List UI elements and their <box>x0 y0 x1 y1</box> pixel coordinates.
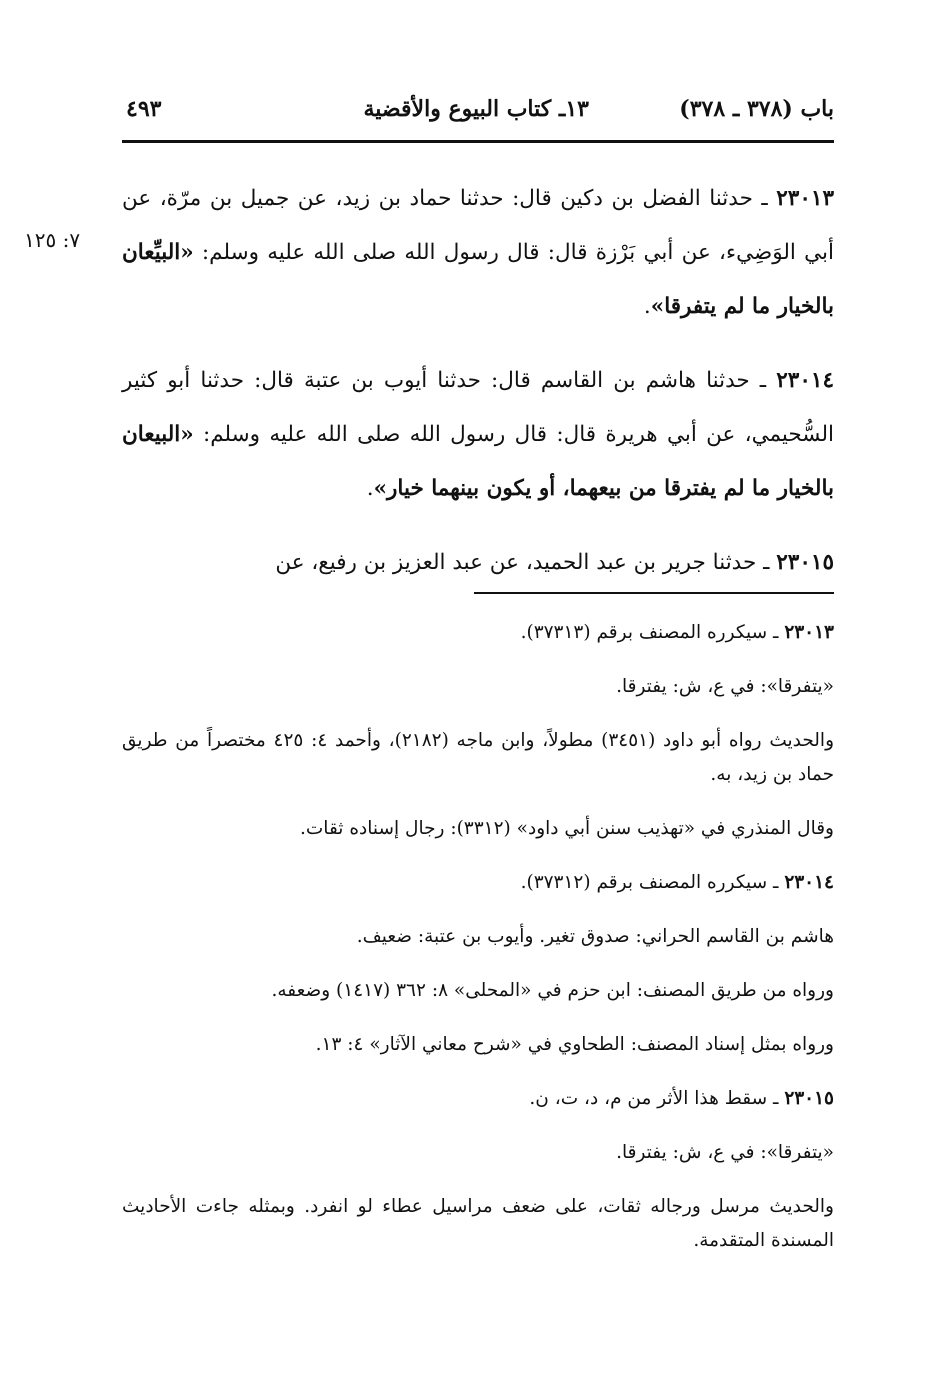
hadith-23014 <box>122 354 834 516</box>
footnote-text: والحديث رواه أبو داود (٣٤٥١) مطولاً، وابن ماجه (٢١٨٢)، وأحمد ٤: ٤٢٥ مختصراً من طريق حماد بن زيد، به. <box>122 730 835 785</box>
footnote-number: ٢٣٠١٥ <box>784 1088 834 1109</box>
footnote <box>122 1190 834 1258</box>
footnote-text: وقال المنذري في «تهذيب سنن أبي داود» (٣٣١٢): رجال إسناده ثقات. <box>300 818 834 839</box>
footnote <box>122 1028 834 1062</box>
footnote-text: ـ سقط هذا الأثر من م، د، ت، ن. <box>529 1088 785 1109</box>
main-text <box>122 172 834 610</box>
footnote <box>122 616 834 650</box>
footnotes <box>122 616 834 1278</box>
footnote <box>122 974 834 1008</box>
hadith-text: ـ حدثنا جرير بن عبد الحميد، عن عبد العزيز بن رفيع، عن <box>275 550 770 575</box>
hadith-number: ٢٣٠١٥ <box>776 550 834 575</box>
footnote <box>122 1136 834 1170</box>
hadith-23013 <box>122 172 834 334</box>
footnote <box>122 812 834 846</box>
footnote-number: ٢٣٠١٤ <box>784 872 834 893</box>
hadith-matn: «البيِّعان بالخيار ما لم يتفرقا» <box>122 240 834 319</box>
footnote <box>122 866 834 900</box>
hadith-number: ٢٣٠١٣ <box>776 186 834 211</box>
book-title: ١٣ـ كتاب البيوع والأقضية <box>363 96 589 122</box>
footnote-text: «يتفرقا»: في ع، ش: يفترقا. <box>616 676 834 697</box>
footnote-text: والحديث مرسل ورجاله ثقات، على ضعف مراسيل عطاء لو انفرد. وبمثله جاءت الأحاديث المسندة المتقدمة. <box>122 1196 834 1251</box>
hadith-text: ـ حدثنا هاشم بن القاسم قال: حدثنا أيوب بن عتبة قال: حدثنا أبو كثير السُّحيمي، عن أبي هريرة قال: قال رسول الله صلى الله عليه وسلم: <box>122 368 834 447</box>
hadith-tail: . <box>643 294 651 319</box>
page-number: ٤٩٣ <box>126 96 162 122</box>
footnote <box>122 920 834 954</box>
footnotes-rule <box>474 592 834 594</box>
footnote <box>122 724 834 792</box>
footnote-text: هاشم بن القاسم الحراني: صدوق تغير. وأيوب بن عتبة: ضعيف. <box>356 926 834 947</box>
hadith-text: ـ حدثنا الفضل بن دكين قال: حدثنا حماد بن زيد، عن جميل بن مرّة، عن أبي الوَضِيء، عن أبي بَرْزة قال: قال رسول الله صلى الله عليه وسلم: <box>122 186 834 265</box>
footnote-text: ورواه بمثل إسناد المصنف: الطحاوي في «شرح معاني الآثار» ٤: ١٣. <box>315 1034 834 1055</box>
header-rule <box>122 140 834 143</box>
hadith-number: ٢٣٠١٤ <box>776 368 834 393</box>
footnote-text: ورواه من طريق المصنف: ابن حزم في «المحلى» ٨: ٣٦٢ (١٤١٧) وضعفه. <box>271 980 834 1001</box>
footnote <box>122 670 834 704</box>
footnote-number: ٢٣٠١٣ <box>784 622 834 643</box>
hadith-23015 <box>122 536 834 590</box>
hadith-tail: . <box>366 476 374 501</box>
chapter-title: باب (٣٧٨ ـ ٣٧٨) <box>679 96 834 122</box>
footnote-text: «يتفرقا»: في ع، ش: يفترقا. <box>616 1142 834 1163</box>
footnote <box>122 1082 834 1116</box>
margin-reference: ٧: ١٢٥ <box>24 228 81 252</box>
footnote-text: ـ سيكرره المصنف برقم (٣٧٣١٢). <box>520 872 785 893</box>
footnote-text: ـ سيكرره المصنف برقم (٣٧٣١٣). <box>520 622 785 643</box>
page-header <box>122 92 834 132</box>
hadith-matn: «البيعان بالخيار ما لم يفترقا من بيعهما، أو يكون بينهما خيار» <box>122 422 834 501</box>
